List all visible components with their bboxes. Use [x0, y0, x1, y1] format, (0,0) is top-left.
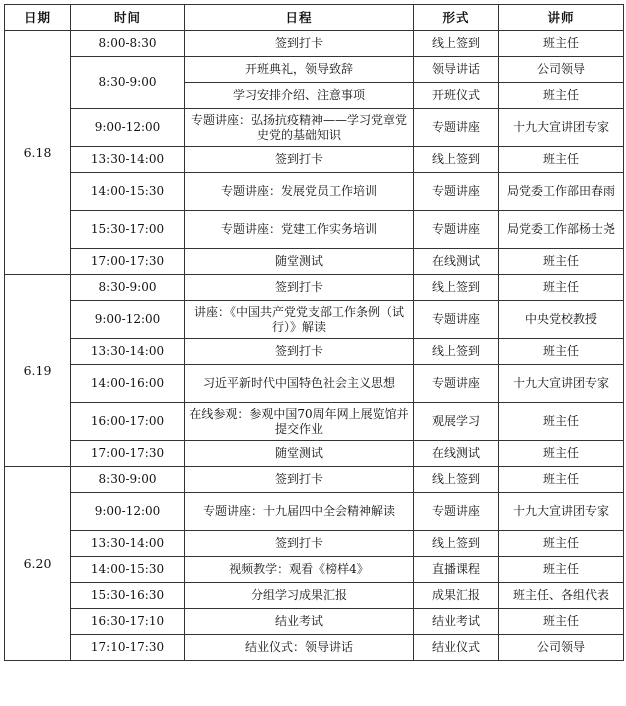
- cell-lecturer: 公司领导: [499, 57, 624, 83]
- table-row: [5, 301, 624, 339]
- cell-lecturer: 班主任: [499, 531, 624, 557]
- cell-time: 16:30-17:10: [71, 609, 185, 635]
- table-row: [5, 531, 624, 557]
- cell-time: 15:30-16:30: [71, 583, 185, 609]
- cell-schedule: 签到打卡: [185, 467, 414, 493]
- cell-lecturer: 十九大宣讲团专家: [499, 365, 624, 403]
- cell-lecturer: 班主任: [499, 557, 624, 583]
- table-row: [5, 57, 624, 83]
- cell-lecturer: 十九大宣讲团专家: [499, 109, 624, 147]
- cell-time: 14:00-15:30: [71, 173, 185, 211]
- cell-time: 16:00-17:00: [71, 403, 185, 441]
- cell-time: 17:00-17:30: [71, 249, 185, 275]
- cell-format: 线上签到: [414, 147, 499, 173]
- cell-time: 13:30-14:00: [71, 339, 185, 365]
- table-row: [5, 109, 624, 147]
- cell-time: 13:30-14:00: [71, 531, 185, 557]
- table-row: [5, 31, 624, 57]
- cell-lecturer: 班主任: [499, 83, 624, 109]
- cell-schedule: 分组学习成果汇报: [185, 583, 414, 609]
- cell-schedule: 开班典礼，领导致辞: [185, 57, 414, 83]
- cell-format: 专题讲座: [414, 173, 499, 211]
- cell-time: 9:00-12:00: [71, 109, 185, 147]
- cell-time: 15:30-17:00: [71, 211, 185, 249]
- cell-time: 8:30-9:00: [71, 275, 185, 301]
- cell-format: 成果汇报: [414, 583, 499, 609]
- header-schedule: 日程: [185, 5, 414, 31]
- cell-format: 领导讲话: [414, 57, 499, 83]
- cell-schedule: 随堂测试: [185, 249, 414, 275]
- cell-time: 13:30-14:00: [71, 147, 185, 173]
- cell-schedule: 签到打卡: [185, 147, 414, 173]
- header-date: 日期: [5, 5, 71, 31]
- table-row: [5, 467, 624, 493]
- table-row: [5, 173, 624, 211]
- header-time: 时间: [71, 5, 185, 31]
- cell-time: 8:30-9:00: [71, 467, 185, 493]
- cell-format: 专题讲座: [414, 109, 499, 147]
- cell-lecturer: 班主任: [499, 441, 624, 467]
- cell-format: 结业考试: [414, 609, 499, 635]
- table-row: [5, 635, 624, 661]
- cell-format: 开班仪式: [414, 83, 499, 109]
- table-row: [5, 365, 624, 403]
- cell-schedule: 专题讲座：党建工作实务培训: [185, 211, 414, 249]
- cell-format: 线上签到: [414, 275, 499, 301]
- cell-schedule: 签到打卡: [185, 339, 414, 365]
- table-row: [5, 339, 624, 365]
- cell-format: 专题讲座: [414, 365, 499, 403]
- cell-schedule: 签到打卡: [185, 275, 414, 301]
- cell-lecturer: 局党委工作部杨士尧: [499, 211, 624, 249]
- table-row: [5, 493, 624, 531]
- cell-time: 17:10-17:30: [71, 635, 185, 661]
- cell-lecturer: 班主任: [499, 609, 624, 635]
- cell-schedule: 视频教学：观看《榜样4》: [185, 557, 414, 583]
- cell-schedule: 随堂测试: [185, 441, 414, 467]
- table-row: [5, 403, 624, 441]
- cell-lecturer: 班主任: [499, 147, 624, 173]
- cell-schedule: 签到打卡: [185, 531, 414, 557]
- cell-date: 6.19: [5, 275, 71, 467]
- table-row: [5, 275, 624, 301]
- cell-time: 14:00-15:30: [71, 557, 185, 583]
- cell-schedule: 专题讲座：发展党员工作培训: [185, 173, 414, 211]
- cell-time: 8:00-8:30: [71, 31, 185, 57]
- cell-format: 观展学习: [414, 403, 499, 441]
- cell-schedule: 在线参观：参观中国70周年网上展览馆并提交作业: [185, 403, 414, 441]
- cell-schedule: 结业仪式：领导讲话: [185, 635, 414, 661]
- table-row: [5, 249, 624, 275]
- cell-format: 专题讲座: [414, 211, 499, 249]
- cell-lecturer: 班主任: [499, 275, 624, 301]
- cell-format: 线上签到: [414, 531, 499, 557]
- cell-date: 6.18: [5, 31, 71, 275]
- table-row: [5, 609, 624, 635]
- cell-lecturer: 局党委工作部田春雨: [499, 173, 624, 211]
- cell-schedule: 学习安排介绍、注意事项: [185, 83, 414, 109]
- cell-schedule: 签到打卡: [185, 31, 414, 57]
- table-row: [5, 211, 624, 249]
- header-lecturer: 讲师: [499, 5, 624, 31]
- cell-format: 专题讲座: [414, 301, 499, 339]
- cell-format: 结业仪式: [414, 635, 499, 661]
- cell-format: 直播课程: [414, 557, 499, 583]
- cell-lecturer: 中央党校教授: [499, 301, 624, 339]
- cell-schedule: 结业考试: [185, 609, 414, 635]
- cell-format: 在线测试: [414, 249, 499, 275]
- cell-time: 8:30-9:00: [71, 57, 185, 109]
- table-row: [5, 583, 624, 609]
- cell-lecturer: 班主任: [499, 403, 624, 441]
- cell-time: 9:00-12:00: [71, 301, 185, 339]
- cell-date: 6.20: [5, 467, 71, 661]
- cell-lecturer: 公司领导: [499, 635, 624, 661]
- cell-schedule: 讲座：《中国共产党党支部工作条例（试行）》解读: [185, 301, 414, 339]
- cell-schedule: 专题讲座：弘扬抗疫精神——学习党章党史党的基础知识: [185, 109, 414, 147]
- header-row: [5, 5, 624, 31]
- schedule-table: [4, 4, 624, 661]
- cell-lecturer: 班主任: [499, 339, 624, 365]
- cell-lecturer: 十九大宣讲团专家: [499, 493, 624, 531]
- cell-time: 14:00-16:00: [71, 365, 185, 403]
- cell-time: 9:00-12:00: [71, 493, 185, 531]
- table-row: [5, 557, 624, 583]
- cell-format: 专题讲座: [414, 493, 499, 531]
- schedule-body: [5, 31, 624, 661]
- cell-format: 线上签到: [414, 339, 499, 365]
- cell-format: 线上签到: [414, 467, 499, 493]
- cell-lecturer: 班主任: [499, 249, 624, 275]
- cell-lecturer: 班主任: [499, 31, 624, 57]
- header-format: 形式: [414, 5, 499, 31]
- cell-lecturer: 班主任、各组代表: [499, 583, 624, 609]
- cell-format: 线上签到: [414, 31, 499, 57]
- cell-schedule: 专题讲座：十九届四中全会精神解读: [185, 493, 414, 531]
- cell-time: 17:00-17:30: [71, 441, 185, 467]
- cell-format: 在线测试: [414, 441, 499, 467]
- table-row: [5, 441, 624, 467]
- table-row: [5, 147, 624, 173]
- cell-lecturer: 班主任: [499, 467, 624, 493]
- cell-schedule: 习近平新时代中国特色社会主义思想: [185, 365, 414, 403]
